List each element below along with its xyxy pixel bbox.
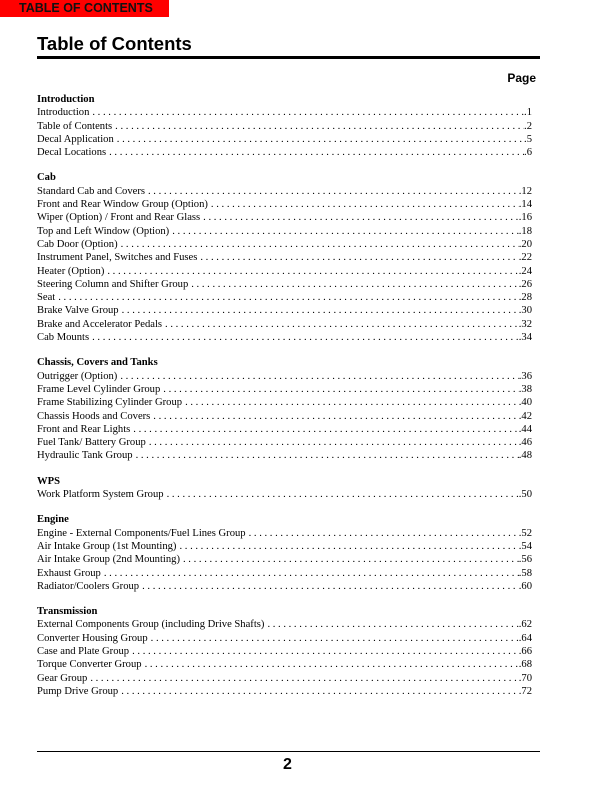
dot-leader [109, 146, 524, 159]
dot-leader [92, 106, 524, 119]
dot-leader [121, 238, 519, 251]
dot-leader [153, 410, 518, 423]
entry-page: .48 [518, 450, 532, 462]
toc-entry[interactable] [37, 211, 532, 224]
entry-label: External Components Group (including Drive Shafts) [37, 619, 265, 631]
dot-leader [151, 632, 519, 645]
entry-page: .20 [518, 238, 532, 250]
dot-leader [148, 185, 519, 198]
toc-entry[interactable] [37, 120, 532, 133]
dot-leader [267, 618, 518, 631]
entry-label: Hydraulic Tank Group [37, 450, 133, 462]
section-heading: WPS [37, 475, 60, 487]
entry-page: .12 [518, 185, 532, 197]
entry-label: Chassis Hoods and Covers [37, 410, 151, 422]
dot-leader [167, 488, 519, 501]
entry-page: .42 [518, 410, 532, 422]
dot-leader [122, 304, 519, 317]
entry-label: Fuel Tank/ Battery Group [37, 437, 146, 449]
dot-leader [90, 672, 518, 685]
entry-page: .34 [518, 332, 532, 344]
section-heading: Transmission [37, 606, 98, 618]
dot-leader [136, 449, 519, 462]
entry-label: Decal Locations [37, 147, 107, 159]
entry-page: .56 [518, 554, 532, 566]
dot-leader [133, 423, 518, 436]
section-heading: Engine [37, 514, 69, 526]
entry-page: .14 [518, 199, 532, 211]
entry-label: Front and Rear Window Group (Option) [37, 199, 208, 211]
entry-page: .22 [518, 252, 532, 264]
toc-entry[interactable] [37, 331, 532, 344]
entry-page: .38 [518, 383, 532, 395]
toc-entry[interactable] [37, 645, 532, 658]
toc-list [37, 93, 532, 710]
dot-leader [120, 370, 518, 383]
toc-entry[interactable] [37, 291, 532, 304]
entry-page: .1 [524, 107, 532, 119]
toc-entry[interactable] [37, 658, 532, 671]
entry-page: .58 [518, 567, 532, 579]
entry-page: .26 [518, 278, 532, 290]
toc-entry[interactable] [37, 553, 532, 566]
toc-section [37, 356, 532, 462]
toc-entry[interactable] [37, 146, 532, 159]
entry-label: Frame Stabilizing Cylinder Group [37, 397, 183, 409]
entry-label: Exhaust Group [37, 567, 101, 579]
toc-entry[interactable] [37, 410, 532, 423]
entry-label: Instrument Panel, Switches and Fuses [37, 252, 198, 264]
toc-entry[interactable] [37, 185, 532, 198]
toc-entry[interactable] [37, 488, 532, 501]
section-heading: Chassis, Covers and Tanks [37, 357, 158, 369]
toc-entry[interactable] [37, 383, 532, 396]
entry-label: Decal Application [37, 133, 114, 145]
entry-page: .18 [518, 225, 532, 237]
page-title: Table of Contents [37, 33, 192, 54]
toc-section [37, 475, 532, 502]
dot-leader [179, 540, 518, 553]
entry-page: .24 [518, 265, 532, 277]
entry-page: .70 [518, 672, 532, 684]
section-heading: Introduction [37, 94, 95, 105]
toc-entry[interactable] [37, 567, 532, 580]
dot-leader [117, 133, 524, 146]
entry-page: .50 [518, 489, 532, 501]
toc-entry[interactable] [37, 251, 532, 264]
dot-leader [191, 278, 519, 291]
toc-entry[interactable] [37, 318, 532, 331]
page-number: 2 [283, 756, 292, 773]
dot-leader [172, 225, 519, 238]
entry-page: .46 [518, 437, 532, 449]
entry-label: Torque Converter Group [37, 659, 142, 671]
dot-leader [104, 567, 519, 580]
entry-page: .40 [518, 397, 532, 409]
toc-entry[interactable] [37, 449, 532, 462]
toc-entry[interactable] [37, 225, 532, 238]
toc-section [37, 171, 532, 344]
entry-page: .54 [518, 540, 532, 552]
toc-entry[interactable] [37, 423, 532, 436]
entry-label: Cab Mounts [37, 332, 90, 344]
entry-label: Front and Rear Lights [37, 423, 131, 435]
title-rule [37, 56, 540, 59]
dot-leader [249, 527, 519, 540]
entry-label: Table of Contents [37, 120, 113, 132]
dot-leader [132, 645, 519, 658]
dot-leader [200, 251, 518, 264]
entry-label: Radiator/Coolers Group [37, 580, 140, 592]
dot-leader [92, 331, 519, 344]
toc-section [37, 513, 532, 593]
entry-label: Seat [37, 292, 56, 304]
toc-entry[interactable] [37, 238, 532, 251]
entry-label: Frame Level Cylinder Group [37, 383, 161, 395]
entry-label: Wiper (Option) / Front and Rear Glass [37, 212, 201, 224]
entry-label: Work Platform System Group [37, 489, 164, 501]
entry-label: Introduction [37, 107, 90, 119]
entry-page: .30 [518, 305, 532, 317]
entry-page: .2 [524, 120, 532, 132]
entry-label: Standard Cab and Covers [37, 185, 145, 197]
entry-label: Outrigger (Option) [37, 370, 118, 382]
toc-entry[interactable] [37, 540, 532, 553]
section-heading: Cab [37, 172, 56, 184]
entry-label: Gear Group [37, 672, 88, 684]
toc-entry[interactable] [37, 370, 532, 383]
entry-page: .32 [518, 318, 532, 330]
footer-rule [37, 751, 540, 752]
dot-leader [121, 685, 519, 698]
entry-page: .36 [518, 370, 532, 382]
toc-entry[interactable] [37, 396, 532, 409]
dot-leader [163, 383, 518, 396]
entry-label: Pump Drive Group [37, 685, 119, 697]
entry-label: Top and Left Window (Option) [37, 225, 170, 237]
entry-label: Brake Valve Group [37, 305, 119, 317]
toc-entry[interactable] [37, 106, 532, 119]
dot-leader [149, 436, 519, 449]
entry-label: Case and Plate Group [37, 645, 130, 657]
entry-page: .6 [524, 147, 532, 159]
entry-page: .5 [524, 133, 532, 145]
entry-page: .68 [518, 659, 532, 671]
toc-entry[interactable] [37, 304, 532, 317]
entry-page: .66 [518, 645, 532, 657]
entry-label: Steering Column and Shifter Group [37, 278, 189, 290]
entry-label: Engine - External Components/Fuel Lines Group [37, 527, 246, 539]
toc-entry[interactable] [37, 436, 532, 449]
section-tab: TABLE OF CONTENTS [0, 0, 169, 17]
toc-entry[interactable] [37, 278, 532, 291]
toc-section [37, 93, 532, 159]
entry-label: Heater (Option) [37, 265, 105, 277]
toc-entry[interactable] [37, 672, 532, 685]
entry-label: Converter Housing Group [37, 632, 148, 644]
page-column-label: Page [507, 71, 536, 85]
entry-page: .16 [518, 212, 532, 224]
entry-label: Air Intake Group (2nd Mounting) [37, 554, 180, 566]
toc-entry[interactable] [37, 580, 532, 593]
dot-leader [107, 265, 518, 278]
dot-leader [185, 396, 519, 409]
dot-leader [58, 291, 519, 304]
entry-label: Brake and Accelerator Pedals [37, 318, 163, 330]
entry-page: .52 [518, 527, 532, 539]
dot-leader [211, 198, 519, 211]
toc-entry[interactable] [37, 685, 532, 698]
entry-page: .60 [518, 580, 532, 592]
toc-section [37, 605, 532, 698]
entry-page: .28 [518, 292, 532, 304]
entry-label: Cab Door (Option) [37, 238, 118, 250]
toc-entry[interactable] [37, 527, 532, 540]
entry-page: .62 [518, 619, 532, 631]
dot-leader [115, 120, 524, 133]
toc-entry[interactable] [37, 632, 532, 645]
dot-leader [183, 553, 519, 566]
dot-leader [142, 580, 519, 593]
entry-page: .44 [518, 423, 532, 435]
dot-leader [203, 211, 519, 224]
toc-entry[interactable] [37, 198, 532, 211]
dot-leader [145, 658, 519, 671]
toc-entry[interactable] [37, 265, 532, 278]
toc-entry[interactable] [37, 133, 532, 146]
toc-entry[interactable] [37, 618, 532, 631]
dot-leader [165, 318, 519, 331]
entry-page: .72 [518, 685, 532, 697]
entry-page: .64 [518, 632, 532, 644]
entry-label: Air Intake Group (1st Mounting) [37, 540, 177, 552]
